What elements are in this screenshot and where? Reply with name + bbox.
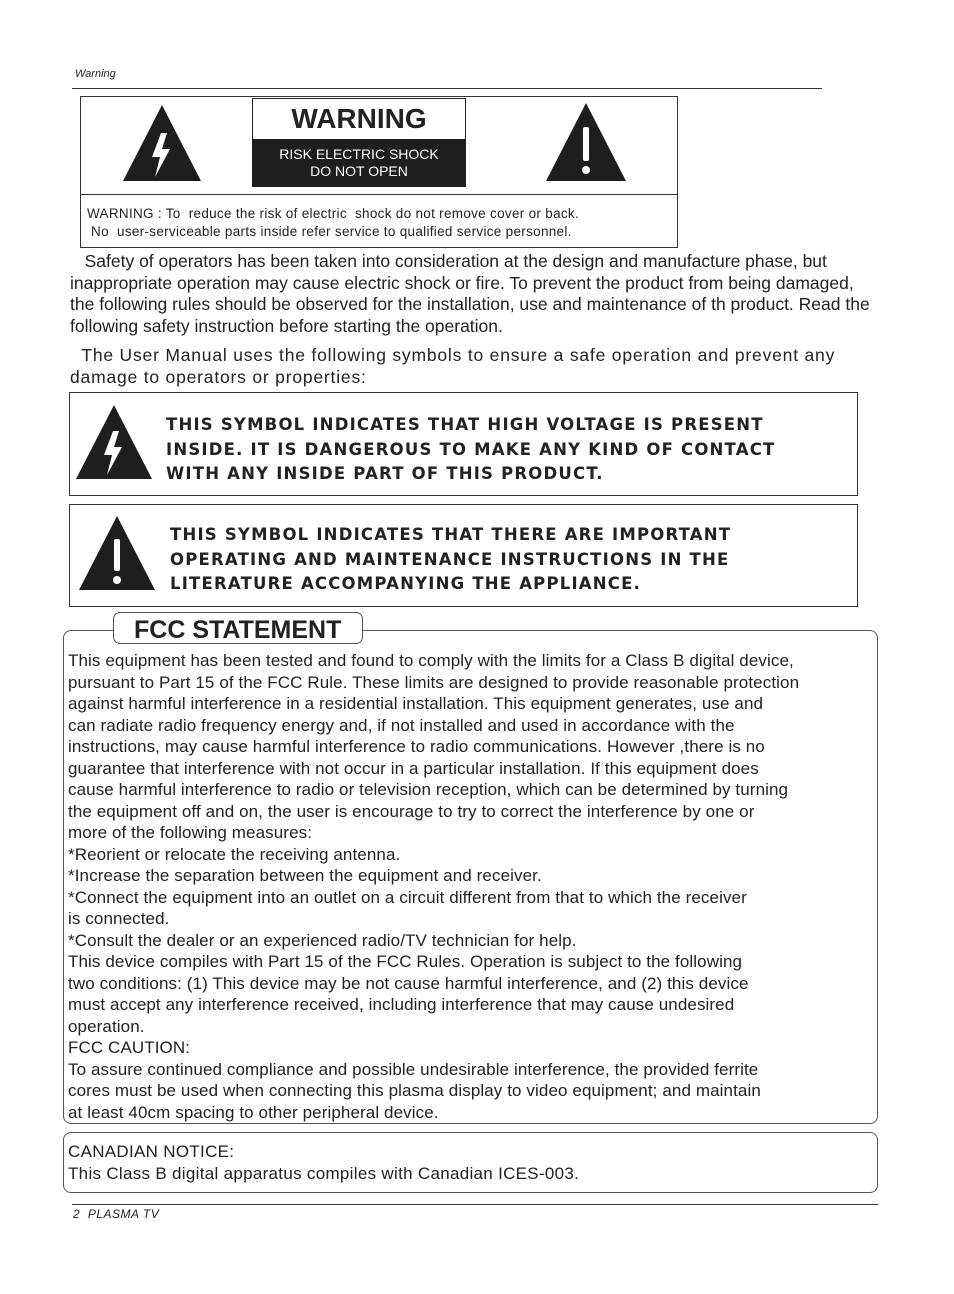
warning-box-divider bbox=[80, 194, 678, 195]
symbols-intro-paragraph: The User Manual uses the following symbols to ensure a safe operation and prevent any damage to operators or properties: bbox=[70, 345, 841, 387]
symbol-text-instructions: THIS SYMBOL INDICATES THAT THERE ARE IMPORTANT OPERATING AND MAINTENANCE INSTRUCTIONS IN THE LITERATURE ACCOMPANYING THE APPLIANCE. bbox=[170, 525, 732, 593]
exclamation-triangle-icon bbox=[544, 101, 628, 183]
warning-label bbox=[252, 98, 466, 187]
symbol-text-high-voltage: THIS SYMBOL INDICATES THAT HIGH VOLTAGE IS PRESENT INSIDE. IT IS DANGEROUS TO MAKE ANY KIND OF CONTACT WITH ANY INSIDE PART OF THIS PRODUCT. bbox=[166, 415, 776, 483]
warning-text-line2: No user-serviceable parts inside refer service to qualified service personnel. bbox=[87, 224, 572, 239]
exclamation-triangle-icon bbox=[77, 514, 157, 592]
lightning-triangle-icon bbox=[121, 103, 203, 183]
footer-divider bbox=[72, 1204, 878, 1205]
warning-text bbox=[87, 205, 579, 241]
lightning-triangle-icon bbox=[74, 403, 154, 481]
warning-label-line1: RISK ELECTRIC SHOCK bbox=[279, 146, 439, 162]
fcc-statement-title: FCC STATEMENT bbox=[113, 612, 363, 644]
warning-label-heading: WARNING bbox=[291, 103, 427, 134]
header-divider bbox=[72, 88, 822, 89]
warning-label-band bbox=[253, 139, 465, 187]
safety-paragraph: Safety of operators has been taken into consideration at the design and manufacture phase, but inappropriate operation may cause electric shock or fire. To prevent the product from being damaged, the following rules should be observed for the installation, use and maintenance of th product. Read the following safety instruction before starting the operation. bbox=[70, 251, 875, 336]
warning-text-line1: WARNING : To reduce the risk of electric shock do not remove cover or back. bbox=[87, 206, 580, 221]
canadian-notice-body: CANADIAN NOTICE: This Class B digital apparatus compiles with Canadian ICES-003. bbox=[68, 1142, 580, 1183]
header-title: Warning bbox=[75, 68, 116, 80]
warning-label-line2: DO NOT OPEN bbox=[310, 163, 408, 179]
fcc-statement-body: This equipment has been tested and found to comply with the limits for a Class B digital device, pursuant to Part 15 of the FCC Rule. These limits are designed to provide reasonable protection against harmful interference in a residential installation. This equipment generates, use and can radiate radio frequency energy and, if not installed and used in accordance with the instructions, may cause harmful interference to radio communications. However ,there is no guarantee that interference with not occur in a particular installation. If this equipment does cause harmful interference to radio or television reception, which can be determined by turning the equipment off and on, the user is encourage to try to correct the interference by one or more of the following measures: *Reorient or relocate the receiving antenna. *Increase the separation between the equipment and receiver. *Connect the equipment into an outlet on a circuit different from that to which the receiver is connected. *Consult the dealer or an experienced radio/TV technician for help. This device compiles with Part 15 of the FCC Rules. Operation is subject to the following two conditions: (1) This device may be not cause harmful interference, and (2) this device must accept any interference received, including interference that may cause undesired operation. FCC CAUTION: To assure continued compliance and possible undesirable interference, the provided ferrite cores must be used when connecting this plasma display to video equipment; and maintain at least 40cm spacing to other peripheral device. bbox=[68, 651, 800, 1122]
page-footer: 2 PLASMA TV bbox=[73, 1207, 160, 1221]
